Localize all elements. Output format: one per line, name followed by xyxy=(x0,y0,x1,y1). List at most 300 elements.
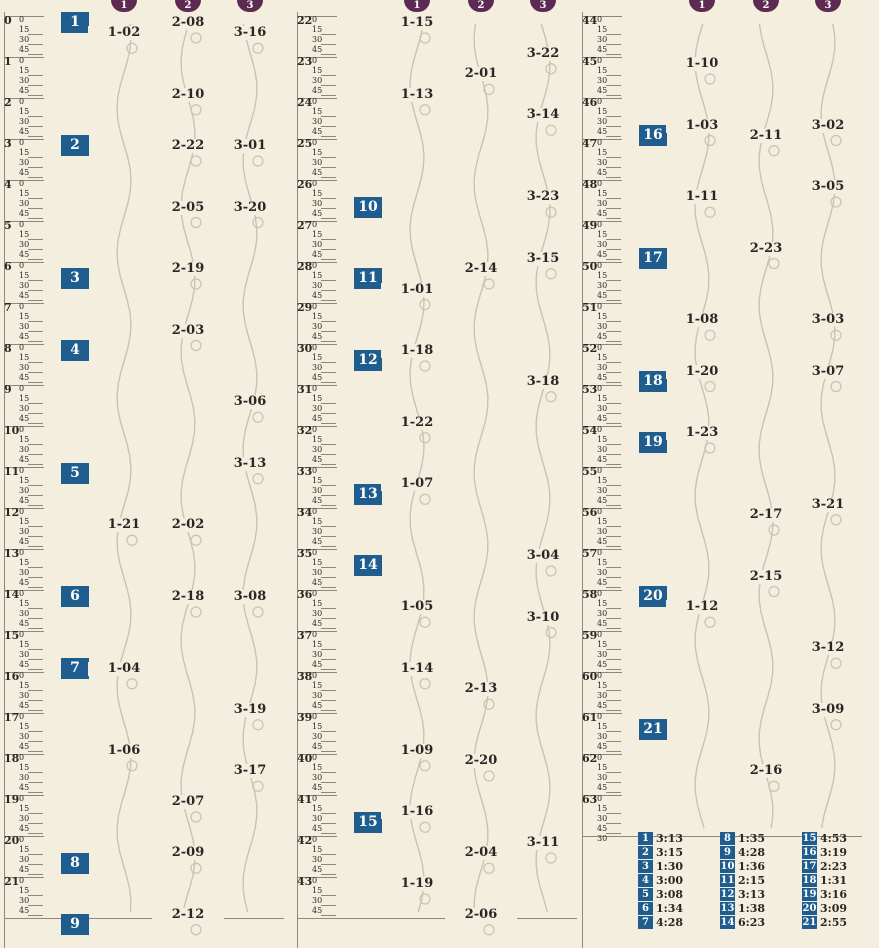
second-tick xyxy=(606,710,621,711)
second-tick xyxy=(321,177,336,178)
second-label: 30 xyxy=(597,814,608,823)
minute-label: 16 xyxy=(4,670,20,683)
second-label: 30 xyxy=(19,35,30,44)
legend-duration: 2:55 xyxy=(820,916,848,929)
second-label: 0 xyxy=(19,425,25,434)
cue-label: 1-03 xyxy=(666,119,738,133)
section-marker: 20 xyxy=(639,586,667,607)
cue-label: 2-11 xyxy=(730,129,802,143)
section-marker: 7 xyxy=(61,658,89,679)
cue-label: 1-20 xyxy=(666,365,738,379)
second-label: 15 xyxy=(312,25,323,34)
second-label: 45 xyxy=(19,742,30,751)
legend-number-badge: 11 xyxy=(720,875,735,886)
cue-label: 2-02 xyxy=(152,518,224,532)
cue-label: 3-15 xyxy=(507,252,579,266)
section-marker: 1 xyxy=(61,12,89,33)
second-tick xyxy=(321,54,336,55)
section-marker: 13 xyxy=(354,484,382,505)
second-label: 0 xyxy=(597,302,603,311)
second-label: 30 xyxy=(597,527,608,536)
second-label: 0 xyxy=(19,56,25,65)
second-label: 30 xyxy=(597,76,608,85)
minute-ruler xyxy=(4,590,44,632)
minute-label: 7 xyxy=(4,301,12,314)
minute-ruler xyxy=(297,877,337,919)
cue-label: 1-11 xyxy=(666,190,738,204)
second-tick xyxy=(321,587,336,588)
section-marker: 9 xyxy=(61,914,89,935)
second-tick xyxy=(606,95,621,96)
second-label: 45 xyxy=(312,783,323,792)
second-label: 45 xyxy=(312,250,323,259)
second-label: 30 xyxy=(312,486,323,495)
second-label: 30 xyxy=(312,322,323,331)
second-label: 45 xyxy=(312,496,323,505)
second-label: 15 xyxy=(19,681,30,690)
legend-row xyxy=(720,874,798,888)
minute-label: 2 xyxy=(4,96,12,109)
second-label: 0 xyxy=(312,671,318,680)
second-label: 0 xyxy=(597,630,603,639)
second-label: 15 xyxy=(597,189,608,198)
minute-label: 18 xyxy=(4,752,20,765)
second-label: 15 xyxy=(597,640,608,649)
second-label: 45 xyxy=(19,578,30,587)
second-label: 45 xyxy=(312,742,323,751)
legend-number-badge: 13 xyxy=(720,903,735,914)
timeline-panel xyxy=(582,12,865,948)
second-label: 0 xyxy=(19,630,25,639)
minute-label: 12 xyxy=(4,506,20,519)
second-tick xyxy=(321,628,336,629)
cue-label: 3-17 xyxy=(214,764,286,778)
cue-label: 1-10 xyxy=(666,57,738,71)
second-label: 45 xyxy=(19,537,30,546)
cue-label: 1-02 xyxy=(88,26,160,40)
second-label: 15 xyxy=(597,148,608,157)
minute-label: 1 xyxy=(4,55,12,68)
minute-ruler xyxy=(582,344,622,386)
second-label: 0 xyxy=(312,302,318,311)
minute-label: 40 xyxy=(297,752,313,765)
cue-label: 3-10 xyxy=(507,611,579,625)
second-label: 30 xyxy=(312,691,323,700)
second-label: 0 xyxy=(597,425,603,434)
second-label: 45 xyxy=(19,45,30,54)
legend-duration: 1:30 xyxy=(656,860,684,873)
legend-row xyxy=(638,832,716,846)
legend-number-badge: 18 xyxy=(802,875,817,886)
second-label: 30 xyxy=(312,240,323,249)
second-label: 30 xyxy=(597,650,608,659)
second-label: 0 xyxy=(312,466,318,475)
cue-label: 2-22 xyxy=(152,139,224,153)
second-label: 15 xyxy=(19,640,30,649)
second-tick xyxy=(28,464,43,465)
minute-label: 55 xyxy=(582,465,598,478)
minute-label: 24 xyxy=(297,96,313,109)
minute-label: 38 xyxy=(297,670,313,683)
minute-label: 23 xyxy=(297,55,313,68)
minute-label: 8 xyxy=(4,342,12,355)
second-label: 30 xyxy=(312,76,323,85)
minute-label: 11 xyxy=(4,465,20,478)
second-label: 45 xyxy=(312,660,323,669)
second-label: 0 xyxy=(597,712,603,721)
minute-label: 34 xyxy=(297,506,313,519)
minute-label: 17 xyxy=(4,711,20,724)
second-tick xyxy=(606,669,621,670)
section-marker: 6 xyxy=(61,586,89,607)
second-label: 30 xyxy=(312,773,323,782)
second-label: 0 xyxy=(312,97,318,106)
minute-ruler xyxy=(4,57,44,99)
legend-row xyxy=(638,874,716,888)
minute-label: 45 xyxy=(582,55,598,68)
minute-ruler xyxy=(297,139,337,181)
second-label: 0 xyxy=(19,343,25,352)
second-label: 30 xyxy=(312,732,323,741)
second-label: 45 xyxy=(597,332,608,341)
second-label: 45 xyxy=(19,455,30,464)
legend-number-badge: 1 xyxy=(638,832,653,845)
minute-label: 46 xyxy=(582,96,598,109)
second-label: 45 xyxy=(312,291,323,300)
section-marker: 14 xyxy=(354,555,382,576)
second-label: 0 xyxy=(19,466,25,475)
second-label: 15 xyxy=(312,189,323,198)
second-label: 15 xyxy=(19,599,30,608)
second-label: 0 xyxy=(312,630,318,639)
legend-number-badge: 10 xyxy=(720,861,735,872)
minute-label: 49 xyxy=(582,219,598,232)
minute-label: 35 xyxy=(297,547,313,560)
second-label: 15 xyxy=(597,25,608,34)
second-label: 15 xyxy=(312,435,323,444)
minute-ruler xyxy=(582,795,622,837)
minute-ruler xyxy=(582,98,622,140)
second-tick xyxy=(606,792,621,793)
cue-label: 1-22 xyxy=(381,416,453,430)
minute-ruler xyxy=(297,344,337,386)
second-label: 15 xyxy=(597,476,608,485)
second-tick xyxy=(606,177,621,178)
legend-duration: 2:15 xyxy=(738,874,766,887)
minute-ruler xyxy=(582,139,622,181)
second-label: 0 xyxy=(312,384,318,393)
second-label: 0 xyxy=(597,220,603,229)
second-label: 0 xyxy=(597,589,603,598)
minute-ruler xyxy=(4,549,44,591)
legend-duration: 1:35 xyxy=(738,832,766,845)
legend-number-badge: 5 xyxy=(638,888,653,901)
minute-ruler xyxy=(582,426,622,468)
second-tick xyxy=(606,628,621,629)
second-label: 45 xyxy=(19,906,30,915)
second-label: 15 xyxy=(597,517,608,526)
second-label: 45 xyxy=(312,537,323,546)
minute-label: 28 xyxy=(297,260,313,273)
minute-label: 9 xyxy=(4,383,12,396)
second-label: 45 xyxy=(597,619,608,628)
legend-row xyxy=(802,916,879,930)
second-label: 45 xyxy=(597,209,608,218)
cue-label: 2-09 xyxy=(152,846,224,860)
minute-ruler xyxy=(4,672,44,714)
minute-ruler xyxy=(297,713,337,755)
second-label: 30 xyxy=(597,117,608,126)
second-label: 0 xyxy=(19,753,25,762)
second-label: 0 xyxy=(19,876,25,885)
second-tick xyxy=(28,669,43,670)
second-label: 0 xyxy=(19,794,25,803)
second-tick xyxy=(606,751,621,752)
legend-number-badge: 20 xyxy=(802,903,817,914)
cue-label: 1-05 xyxy=(381,600,453,614)
second-label: 15 xyxy=(312,517,323,526)
cue-label: 3-21 xyxy=(792,498,864,512)
second-label: 45 xyxy=(19,496,30,505)
minute-label: 62 xyxy=(582,752,598,765)
second-tick xyxy=(28,505,43,506)
minute-ruler xyxy=(4,795,44,837)
second-label: 45 xyxy=(597,496,608,505)
legend-duration: 1:31 xyxy=(820,874,848,887)
second-label: 30 xyxy=(597,732,608,741)
second-label: 15 xyxy=(19,107,30,116)
legend-duration: 6:23 xyxy=(738,916,766,929)
second-label: 30 xyxy=(19,76,30,85)
end-mark-label: 30 xyxy=(597,834,608,843)
minute-label: 56 xyxy=(582,506,598,519)
minute-label: 59 xyxy=(582,629,598,642)
minute-ruler xyxy=(297,16,337,58)
cue-label: 3-02 xyxy=(792,119,864,133)
minute-ruler xyxy=(297,57,337,99)
second-label: 30 xyxy=(19,322,30,331)
minute-label: 52 xyxy=(582,342,598,355)
second-tick xyxy=(606,833,621,834)
second-label: 30 xyxy=(19,650,30,659)
second-label: 0 xyxy=(312,794,318,803)
cue-label: 2-13 xyxy=(445,682,517,696)
minute-label: 42 xyxy=(297,834,313,847)
second-label: 15 xyxy=(312,722,323,731)
second-tick xyxy=(321,341,336,342)
section-marker: 12 xyxy=(354,350,382,371)
minute-ruler xyxy=(297,180,337,222)
minute-label: 0 xyxy=(4,14,12,27)
second-label: 0 xyxy=(597,138,603,147)
second-label: 15 xyxy=(597,599,608,608)
section-marker: 4 xyxy=(61,340,89,361)
minute-label: 48 xyxy=(582,178,598,191)
second-label: 30 xyxy=(19,691,30,700)
second-tick xyxy=(321,710,336,711)
second-label: 30 xyxy=(312,609,323,618)
cue-label: 1-01 xyxy=(381,283,453,297)
cue-label: 3-09 xyxy=(792,703,864,717)
second-label: 15 xyxy=(597,66,608,75)
section-marker: 2 xyxy=(61,135,89,156)
minute-label: 27 xyxy=(297,219,313,232)
section-marker: 15 xyxy=(354,812,382,833)
second-label: 0 xyxy=(597,794,603,803)
legend-duration: 3:09 xyxy=(820,902,848,915)
minute-label: 39 xyxy=(297,711,313,724)
second-label: 15 xyxy=(19,271,30,280)
legend-duration: 4:28 xyxy=(738,846,766,859)
second-label: 45 xyxy=(312,45,323,54)
second-label: 30 xyxy=(312,363,323,372)
legend-row xyxy=(638,846,716,860)
cue-label: 3-16 xyxy=(214,26,286,40)
legend-row xyxy=(802,860,879,874)
second-label: 30 xyxy=(19,896,30,905)
second-tick xyxy=(606,341,621,342)
minute-label: 31 xyxy=(297,383,313,396)
second-label: 15 xyxy=(312,353,323,362)
second-tick xyxy=(606,505,621,506)
second-tick xyxy=(28,833,43,834)
second-tick xyxy=(28,341,43,342)
minute-ruler xyxy=(297,795,337,837)
legend-number-badge: 6 xyxy=(638,902,653,915)
minute-ruler xyxy=(297,590,337,632)
second-tick xyxy=(28,218,43,219)
minute-ruler xyxy=(4,303,44,345)
second-tick xyxy=(321,300,336,301)
second-label: 0 xyxy=(19,507,25,516)
second-label: 30 xyxy=(19,281,30,290)
second-label: 0 xyxy=(597,179,603,188)
minute-label: 41 xyxy=(297,793,313,806)
second-label: 45 xyxy=(597,660,608,669)
minute-label: 6 xyxy=(4,260,12,273)
minute-ruler xyxy=(297,836,337,878)
legend-duration: 1:36 xyxy=(738,860,766,873)
section-marker: 8 xyxy=(61,853,89,874)
second-tick xyxy=(28,751,43,752)
minute-ruler xyxy=(582,590,622,632)
legend-number-badge: 9 xyxy=(720,846,735,859)
minute-label: 21 xyxy=(4,875,20,888)
cue-label: 2-08 xyxy=(152,16,224,30)
legend-duration: 3:19 xyxy=(820,846,848,859)
second-label: 15 xyxy=(597,681,608,690)
minute-label: 54 xyxy=(582,424,598,437)
section-marker: 18 xyxy=(639,371,667,392)
legend-number-badge: 16 xyxy=(802,847,817,858)
minute-ruler xyxy=(582,713,622,755)
second-tick xyxy=(28,54,43,55)
second-label: 45 xyxy=(597,824,608,833)
second-label: 0 xyxy=(597,261,603,270)
minute-ruler xyxy=(297,754,337,796)
second-label: 15 xyxy=(312,312,323,321)
second-label: 45 xyxy=(19,701,30,710)
second-label: 30 xyxy=(597,773,608,782)
minute-label: 36 xyxy=(297,588,313,601)
minute-label: 44 xyxy=(582,14,598,27)
cue-label: 3-13 xyxy=(214,457,286,471)
legend-number-badge: 17 xyxy=(802,861,817,872)
legend-row xyxy=(802,902,879,916)
second-label: 45 xyxy=(19,414,30,423)
second-label: 30 xyxy=(312,158,323,167)
second-label: 0 xyxy=(19,220,25,229)
minute-ruler xyxy=(582,57,622,99)
second-tick xyxy=(321,382,336,383)
second-tick xyxy=(28,710,43,711)
section-marker: 5 xyxy=(61,463,89,484)
minute-ruler xyxy=(4,713,44,755)
second-label: 30 xyxy=(312,896,323,905)
cue-label: 1-13 xyxy=(381,88,453,102)
minute-ruler xyxy=(4,385,44,427)
second-label: 45 xyxy=(19,373,30,382)
minute-label: 37 xyxy=(297,629,313,642)
second-label: 0 xyxy=(312,548,318,557)
column-header-badge: 2 xyxy=(753,0,779,12)
second-label: 0 xyxy=(312,56,318,65)
cue-label: 3-03 xyxy=(792,313,864,327)
minute-ruler xyxy=(297,672,337,714)
legend-row xyxy=(720,916,798,930)
cue-label: 3-20 xyxy=(214,201,286,215)
minute-ruler xyxy=(297,508,337,550)
second-label: 45 xyxy=(19,660,30,669)
cue-label: 3-19 xyxy=(214,703,286,717)
second-label: 0 xyxy=(312,753,318,762)
second-label: 15 xyxy=(312,599,323,608)
second-label: 15 xyxy=(312,476,323,485)
legend-duration: 1:38 xyxy=(738,902,766,915)
second-tick xyxy=(28,587,43,588)
minute-ruler xyxy=(4,426,44,468)
second-tick xyxy=(321,259,336,260)
second-label: 45 xyxy=(312,373,323,382)
second-tick xyxy=(321,751,336,752)
second-tick xyxy=(321,546,336,547)
cue-label: 2-03 xyxy=(152,324,224,338)
minute-label: 50 xyxy=(582,260,598,273)
second-label: 45 xyxy=(312,824,323,833)
minute-ruler xyxy=(582,16,622,58)
second-label: 30 xyxy=(597,35,608,44)
minute-label: 4 xyxy=(4,178,12,191)
second-label: 30 xyxy=(597,568,608,577)
column-header-badge: 3 xyxy=(530,0,556,12)
second-label: 30 xyxy=(597,404,608,413)
second-label: 30 xyxy=(312,855,323,864)
minute-label: 47 xyxy=(582,137,598,150)
second-label: 0 xyxy=(19,671,25,680)
second-label: 30 xyxy=(312,814,323,823)
legend-number-badge: 21 xyxy=(802,917,817,928)
second-label: 15 xyxy=(312,763,323,772)
second-label: 15 xyxy=(597,271,608,280)
legend-row xyxy=(720,888,798,902)
second-label: 15 xyxy=(312,230,323,239)
second-label: 45 xyxy=(312,865,323,874)
minute-label: 63 xyxy=(582,793,598,806)
second-label: 45 xyxy=(312,209,323,218)
second-tick xyxy=(606,546,621,547)
minute-label: 20 xyxy=(4,834,20,847)
legend-number-badge: 4 xyxy=(638,874,653,887)
